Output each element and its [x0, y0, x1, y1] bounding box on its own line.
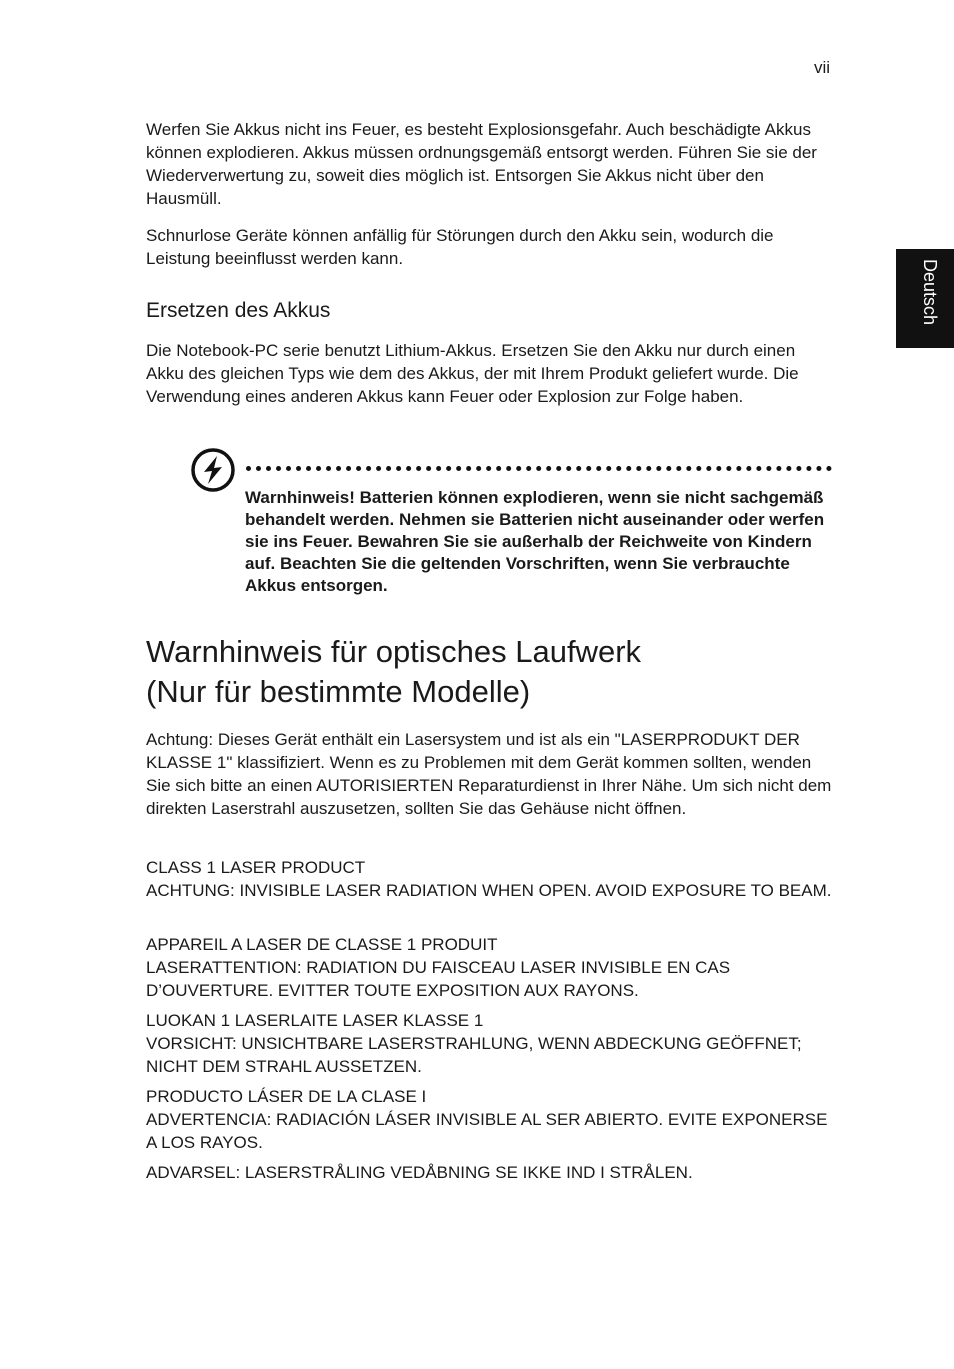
page-number: vii: [813, 58, 830, 77]
laser-notice-fr: [146, 933, 836, 1002]
laser-notice-en-line1: CLASS 1 LASER PRODUCT: [146, 858, 366, 877]
laser-notice-fr-line2: LASERATTENTION: RADIATION DU FAISCEAU LASER INVISIBLE EN CAS D’OUVERTURE. EVITTER TOUTE EXPOSITION AUX RAYONS.: [146, 958, 731, 1000]
laser-intro-paragraph: Achtung: Dieses Gerät enthält ein Lasersystem und ist als ein "LASERPRODUKT DER KLASSE 1" klassifiziert. Wenn es zu Problemen mit dem Gerät kommen sollten, wenden Sie sich bitte an einen AUTORISIERTEN Reparaturdienst in Ihrer Nähe. Um sich nicht dem direkten Laserstrahl auszusetzen, sollten Sie das Gehäuse nicht öffnen.: [146, 730, 832, 818]
laser-notice-es: [146, 1085, 836, 1154]
laser-notice-fr-line1: APPAREIL A LASER DE CLASSE 1 PRODUIT: [146, 935, 498, 954]
battery-fire-paragraph: Werfen Sie Akkus nicht ins Feuer, es besteht Explosionsgefahr. Auch beschädigte Akkus können explodieren. Akkus müssen ordnungsgemäß entsorgt werden. Führen Sie sie der Wiederverwertung zu, soweit dies möglich ist. Entsorgen Sie Akkus nicht über den Hausmüll.: [146, 120, 817, 208]
section-title-line1: Warnhinweis für optisches Laufwerk: [146, 634, 642, 669]
laser-notice-en: [146, 856, 836, 902]
warning-divider: [246, 466, 832, 471]
cordless-paragraph: Schnurlose Geräte können anfällig für Störungen durch den Akku sein, wodurch die Leistung beeinflusst werden kann.: [146, 226, 774, 268]
laser-notice-da: [146, 1161, 836, 1184]
section-title-line2: (Nur für bestimmte Modelle): [146, 674, 531, 709]
warning-text: Warnhinweis! Batterien können explodieren, wenn sie nicht sachgemäß behandelt werden. Nehmen sie Batterien nicht auseinander oder werfen sie ins Feuer. Bewahren Sie sie außerhalb der Reichweite von Kindern auf. Beachten Sie die geltenden Vorschriften, wenn Sie verbrauchte Akkus entsorgen.: [245, 488, 825, 595]
laser-notice-es-line2: ADVERTENCIA: RADIACIÓN LÁSER INVISIBLE AL SER ABIERTO. EVITE EXPONERSE A LOS RAYOS.: [146, 1110, 828, 1152]
warning-lightning-icon: [190, 447, 236, 493]
laser-notice-es-line1: PRODUCTO LÁSER DE LA CLASE I: [146, 1087, 427, 1106]
laser-notice-fi-line1: LUOKAN 1 LASERLAITE LASER KLASSE 1: [146, 1011, 484, 1030]
replace-battery-heading: Ersetzen des Akkus: [146, 299, 331, 322]
language-side-tab: [896, 249, 954, 348]
laser-notice-da-line1: ADVARSEL: LASERSTRÅLING VEDÅBNING SE IKKE IND I STRÅLEN.: [146, 1163, 693, 1182]
laser-notice-fi-line2: VORSICHT: UNSICHTBARE LASERSTRAHLUNG, WENN ABDECKUNG GEÖFFNET; NICHT DEM STRAHL AUSSETZEN.: [146, 1034, 802, 1076]
section-title: [146, 632, 846, 712]
laser-notice-en-line2: ACHTUNG: INVISIBLE LASER RADIATION WHEN OPEN. AVOID EXPOSURE TO BEAM.: [146, 881, 832, 900]
laser-notice-fi: [146, 1009, 836, 1078]
replace-battery-paragraph: Die Notebook-PC serie benutzt Lithium-Akkus. Ersetzen Sie den Akku nur durch einen Akku des gleichen Typs wie dem des Akkus, der mit Ihrem Produkt geliefert wurde. Die Verwendung eines anderen Akkus kann Feuer oder Explosion zur Folge haben.: [146, 341, 799, 406]
language-tab-label: Deutsch: [920, 259, 940, 326]
